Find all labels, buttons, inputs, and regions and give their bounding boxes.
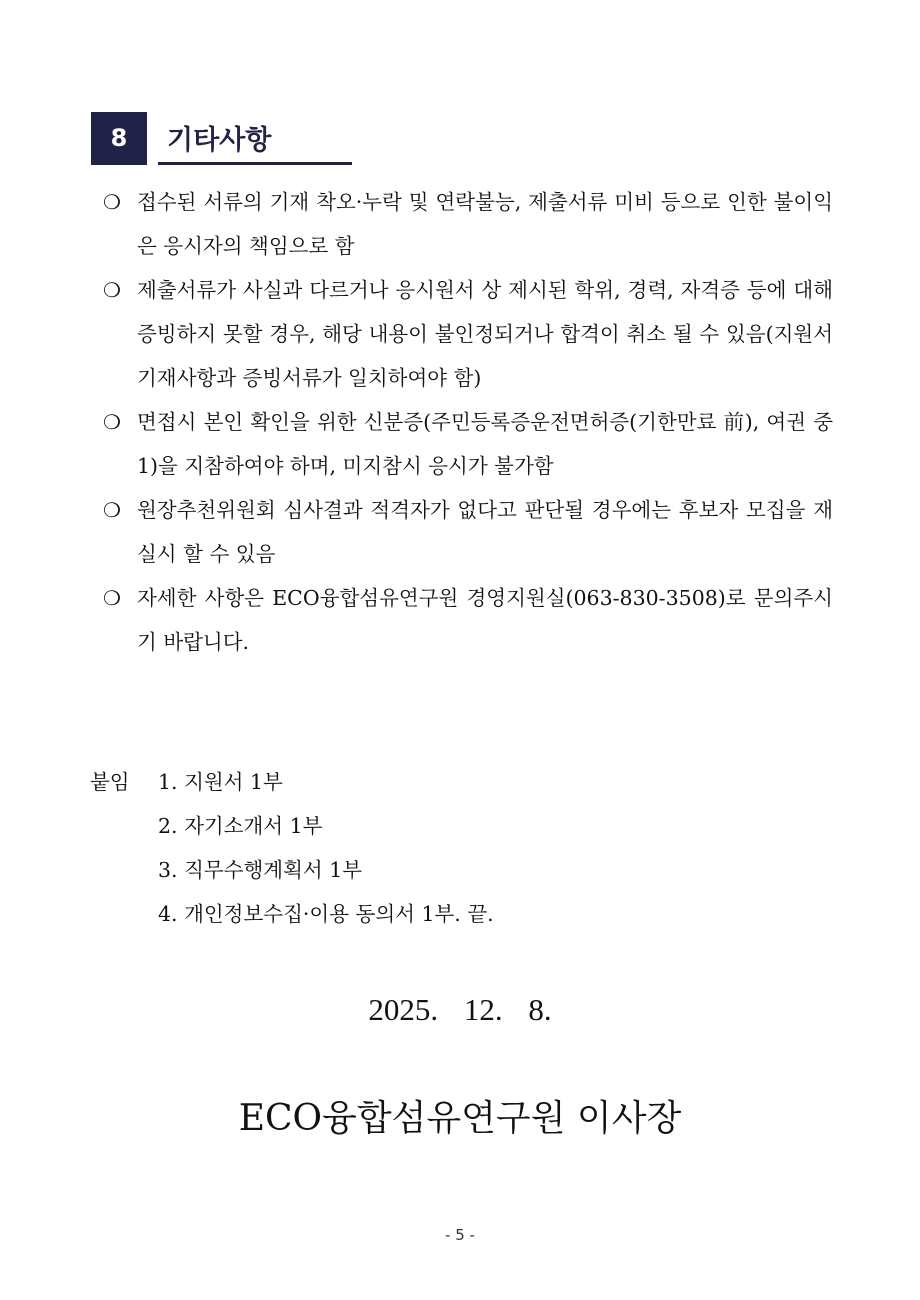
attachment-list (158, 760, 494, 936)
attachments-label: 붙임 (90, 770, 130, 794)
notice-text: 면접시 본인 확인을 위한 신분증(주민등록증운전면허증(기한만료 前), 여권 중 1)을 지참하여야 하며, 미지참시 응시가 불가함 (137, 410, 833, 478)
notice-item (103, 400, 833, 488)
document-date: 2025. 12. 8. (368, 992, 552, 1027)
notice-list (103, 180, 833, 664)
attachment-item: 4. 개인정보수집·이용 동의서 1부. 끝. (158, 902, 494, 926)
issuer-signature: ECO융합섬유연구원 이사장 (238, 1098, 682, 1139)
circle-bullet-icon: ❍ (103, 190, 121, 214)
circle-bullet-icon: ❍ (103, 410, 121, 434)
attachment-item: 3. 직무수행계획서 1부 (158, 858, 363, 882)
attachment-item: 1. 지원서 1부 (158, 770, 283, 794)
attachment-item: 2. 자기소개서 1부 (158, 814, 323, 838)
section-number: 8 (91, 112, 147, 165)
circle-bullet-icon: ❍ (103, 278, 121, 302)
section-title-underline (158, 162, 352, 165)
notice-text: 자세한 사항은 ECO융합섬유연구원 경영지원실(063-830-3508)로 문의주시기 바랍니다. (137, 586, 833, 654)
circle-bullet-icon: ❍ (103, 586, 121, 610)
page-number: - 5 - (445, 1226, 475, 1244)
circle-bullet-icon: ❍ (103, 498, 121, 522)
notice-item (103, 268, 833, 400)
notice-item (103, 488, 833, 576)
notice-item (103, 576, 833, 664)
notice-text: 원장추천위원회 심사결과 적격자가 없다고 판단될 경우에는 후보자 모집을 재실시 할 수 있음 (137, 498, 833, 566)
notice-text: 제출서류가 사실과 다르거나 응시원서 상 제시된 학위, 경력, 자격증 등에 대해 증빙하지 못할 경우, 해당 내용이 불인정되거나 합격이 취소 될 수 있음(지원서 기재사항과 증빙서류가 일치하여야 함) (137, 278, 833, 390)
notice-text: 접수된 서류의 기재 착오·누락 및 연락불능, 제출서류 미비 등으로 인한 불이익은 응시자의 책임으로 함 (137, 190, 833, 258)
section-title: 기타사항 (167, 125, 272, 156)
notice-item (103, 180, 833, 268)
